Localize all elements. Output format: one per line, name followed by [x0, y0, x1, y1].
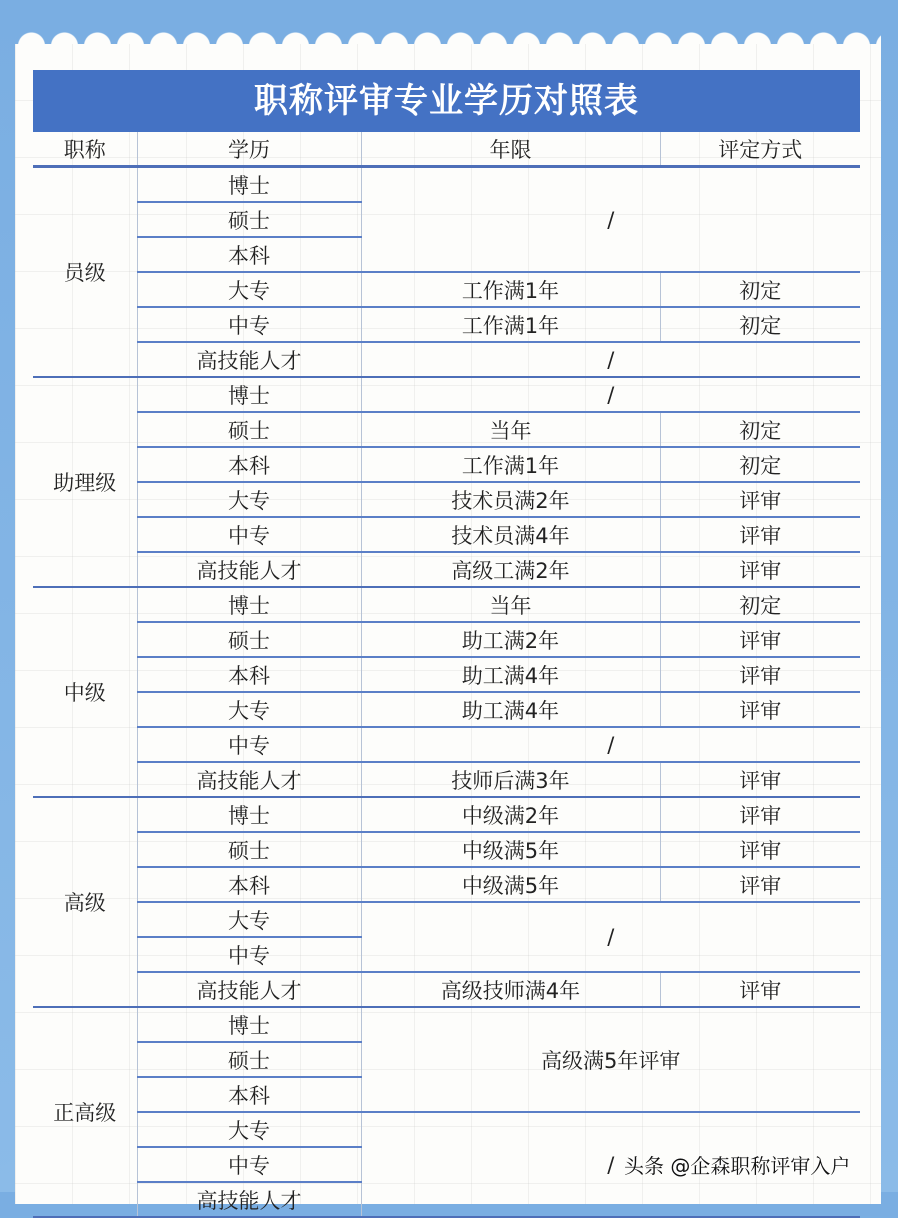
title-education-table [33, 132, 860, 1218]
table-row [33, 762, 860, 797]
years-cell: 高级工满2年 [361, 552, 660, 587]
header-method: 评定方式 [660, 132, 860, 167]
level-cell: 员级 [33, 167, 137, 378]
table-row [33, 167, 860, 203]
watermark: 头条 @企森职称评审入户 [624, 1154, 851, 1178]
header-years: 年限 [361, 132, 660, 167]
years-cell: 助工满4年 [361, 692, 660, 727]
education-cell: 高技能人才 [137, 762, 361, 797]
method-cell: 初定 [660, 447, 860, 482]
table-row [33, 867, 860, 902]
method-cell: 评审 [660, 832, 860, 867]
level-cell: 助理级 [33, 377, 137, 587]
education-cell: 高技能人才 [137, 342, 361, 377]
years-cell: 技术员满4年 [361, 517, 660, 552]
method-cell: 初定 [660, 412, 860, 447]
education-cell: 本科 [137, 447, 361, 482]
education-cell: 高技能人才 [137, 972, 361, 1007]
merged-cell: 高级满5年评审 [361, 1007, 860, 1112]
table-row [33, 377, 860, 412]
education-cell: 中专 [137, 1147, 361, 1182]
education-cell: 大专 [137, 1112, 361, 1147]
method-cell: 初定 [660, 587, 860, 622]
education-cell: 硕士 [137, 412, 361, 447]
table-row [33, 832, 860, 867]
header-title: 职称 [33, 132, 137, 167]
table-header-row [33, 132, 860, 167]
method-cell: 评审 [660, 552, 860, 587]
education-cell: 大专 [137, 482, 361, 517]
table-row [33, 447, 860, 482]
education-cell: 本科 [137, 657, 361, 692]
header-education: 学历 [137, 132, 361, 167]
years-cell: 助工满4年 [361, 657, 660, 692]
table-title: 职称评审专业学历对照表 [33, 70, 860, 132]
table-row [33, 657, 860, 692]
education-cell: 大专 [137, 692, 361, 727]
education-cell: 大专 [137, 272, 361, 307]
method-cell: 评审 [660, 622, 860, 657]
merged-cell: / [361, 1112, 860, 1217]
education-cell: 硕士 [137, 622, 361, 657]
method-cell: 评审 [660, 797, 860, 832]
table-row [33, 1007, 860, 1042]
education-cell: 中专 [137, 307, 361, 342]
table-row [33, 1112, 860, 1147]
years-cell: 中级满2年 [361, 797, 660, 832]
education-cell: 本科 [137, 867, 361, 902]
education-cell: 中专 [137, 727, 361, 762]
education-cell: 高技能人才 [137, 552, 361, 587]
years-cell: 工作满1年 [361, 307, 660, 342]
education-cell: 博士 [137, 167, 361, 203]
method-cell: 初定 [660, 272, 860, 307]
merged-cell: / [361, 167, 860, 273]
education-cell: 硕士 [137, 832, 361, 867]
merged-cell: / [361, 902, 860, 972]
table-row [33, 972, 860, 1007]
years-cell: 技术员满2年 [361, 482, 660, 517]
level-cell: 正高级 [33, 1007, 137, 1217]
merged-cell: / [361, 342, 860, 377]
method-cell: 评审 [660, 517, 860, 552]
merged-cell: / [361, 727, 860, 762]
years-cell: 工作满1年 [361, 272, 660, 307]
table-row [33, 307, 860, 342]
table-row [33, 902, 860, 937]
education-cell: 博士 [137, 797, 361, 832]
years-cell: 中级满5年 [361, 832, 660, 867]
table-row [33, 342, 860, 377]
merged-cell: / [361, 377, 860, 412]
years-cell: 技师后满3年 [361, 762, 660, 797]
table-row [33, 482, 860, 517]
education-cell: 中专 [137, 937, 361, 972]
table-row [33, 587, 860, 622]
table-row [33, 622, 860, 657]
table-row [33, 412, 860, 447]
education-cell: 本科 [137, 1077, 361, 1112]
education-cell: 博士 [137, 587, 361, 622]
years-cell: 中级满5年 [361, 867, 660, 902]
years-cell: 助工满2年 [361, 622, 660, 657]
education-cell: 大专 [137, 902, 361, 937]
years-cell: 高级技师满4年 [361, 972, 660, 1007]
education-cell: 高技能人才 [137, 1182, 361, 1217]
years-cell: 当年 [361, 412, 660, 447]
education-cell: 博士 [137, 377, 361, 412]
method-cell: 评审 [660, 482, 860, 517]
education-cell: 博士 [137, 1007, 361, 1042]
method-cell: 评审 [660, 867, 860, 902]
method-cell: 初定 [660, 307, 860, 342]
method-cell: 评审 [660, 692, 860, 727]
education-cell: 硕士 [137, 1042, 361, 1077]
education-cell: 本科 [137, 237, 361, 272]
table-row [33, 797, 860, 832]
years-cell: 当年 [361, 587, 660, 622]
education-cell: 硕士 [137, 202, 361, 237]
level-cell: 高级 [33, 797, 137, 1007]
method-cell: 评审 [660, 657, 860, 692]
table-row [33, 552, 860, 587]
table-row [33, 517, 860, 552]
table-row [33, 272, 860, 307]
level-cell: 中级 [33, 587, 137, 797]
method-cell: 评审 [660, 762, 860, 797]
table-row [33, 727, 860, 762]
table-row [33, 692, 860, 727]
years-cell: 工作满1年 [361, 447, 660, 482]
education-cell: 中专 [137, 517, 361, 552]
method-cell: 评审 [660, 972, 860, 1007]
